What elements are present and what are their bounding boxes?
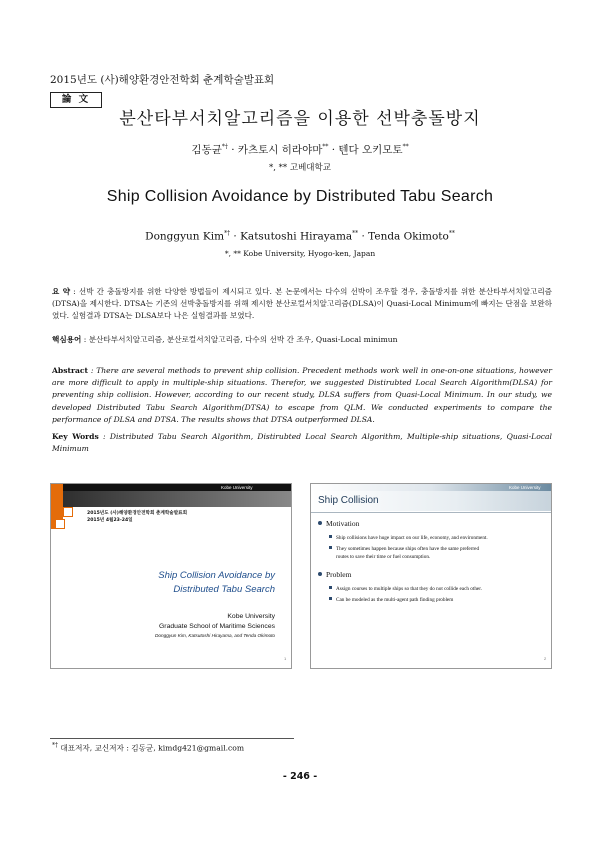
title-korean: 분산타부서치알고리즘을 이용한 선박충돌방지: [119, 109, 481, 129]
slide-title-heading: [81, 569, 275, 597]
bullet-problem-2: [329, 597, 453, 605]
author-3-mark-ko: **: [402, 143, 409, 151]
slide-ship-collision-title: Ship Collision: [318, 495, 379, 506]
author-3-mark-en: **: [448, 230, 455, 237]
square-bullet-icon: [329, 597, 332, 600]
bullet-motivation-1-text: Ship collisions have huge impact on our life, economy, and environment.: [336, 535, 488, 541]
slide-title-conference-line-2: 2015년 4월23-24일: [87, 518, 133, 523]
author-3-en: · Tenda Okimoto: [358, 230, 449, 243]
authors-korean: [0, 142, 600, 157]
author-1-mark-en: *†: [224, 230, 231, 237]
slide-title-bar-text: Kobe University: [221, 485, 253, 490]
bullet-motivation-2-text: They sometimes happen because ships often have the same preferred: [336, 546, 480, 552]
keywords-korean-text: : 분산타부서치알고리즘, 분산로컬서치알고리즘, 다수의 선박 간 조우, Quasi-Local minimun: [81, 335, 398, 344]
title-english: Ship Collision Avoidance by Distributed Tabu Search: [106, 188, 494, 205]
abstract-english-label: Abstract: [52, 366, 89, 375]
author-2-en: · Katsutoshi Hirayama: [230, 230, 353, 243]
page-number: - 246 -: [282, 771, 318, 782]
bullet-motivation-1: [329, 535, 488, 543]
author-1-en: Donggyun Kim: [145, 230, 225, 243]
slide-title-heading-line-1: Ship Collision Avoidance by: [158, 570, 275, 581]
footnote-mark: *†: [52, 742, 58, 749]
author-2-mark-ko: **: [322, 143, 329, 151]
slide-title-top-bar: [51, 484, 291, 491]
slide-title-square-1: [63, 507, 73, 517]
slide-ship-collision-bar-text: Kobe University: [509, 485, 541, 490]
slide-title-conference: [87, 510, 187, 524]
slide-ship-collision-rule: [311, 512, 551, 513]
affiliation-english: *, ** Kobe University, Hyogo-ken, Japan: [224, 249, 376, 258]
bullet-motivation: [318, 519, 359, 528]
square-bullet-icon: [329, 535, 332, 538]
section-tag: 論 文: [50, 92, 102, 108]
slide-title-heading-line-2: Distributed Tabu Search: [173, 584, 275, 595]
keywords-english-text: : Distributed Tabu Search Algorithm, Distirubted Local Search Algorithm, Multiple-ship situations, Quasi-Local Minimum: [52, 432, 552, 454]
bullet-problem-1: [329, 586, 482, 594]
slide-title-conference-line-1: 2015년도 (사)해양환경안전학회 춘계학술발표회: [87, 511, 188, 516]
bullet-motivation-2-cont: routes to save their time or fuel consumption.: [336, 554, 431, 560]
bullet-problem: [318, 570, 351, 579]
slide-ship-collision-page-number: 2: [544, 656, 547, 661]
author-1-ko: 김동균: [191, 144, 222, 156]
keywords-korean-label: 핵심용어: [52, 335, 82, 344]
bullet-motivation-text: Motivation: [326, 519, 360, 528]
abstract-korean-label: 요 약: [52, 287, 71, 296]
square-bullet-icon: [329, 546, 332, 549]
keywords-english: [52, 431, 552, 455]
abstract-korean: [52, 286, 552, 323]
affiliation-korean: *, ** 고베대학교: [269, 163, 331, 173]
keywords-english-label: Key Words: [52, 432, 99, 441]
conference-header: 2015년도 (사)해양환경안전학회 춘계학술발표회: [50, 74, 275, 86]
round-bullet-icon: [318, 572, 322, 576]
abstract-english: [52, 365, 552, 426]
slide-ship-collision: [310, 483, 552, 669]
slide-title-authors: Donggyun Kim, Katsutoshi Hirayama, and Tenda Okimoto: [155, 633, 275, 638]
author-2-mark-en: **: [352, 230, 359, 237]
slide-title-institution-line-1: Kobe University: [227, 613, 275, 620]
square-bullet-icon: [329, 586, 332, 589]
slide-title-institution-line-2: Graduate School of Maritime Sciences: [159, 623, 275, 630]
footnote-text: 대표저자, 교신저자 : 김동균, kimdg421@gmail.com: [58, 743, 245, 753]
bullet-motivation-2: [329, 546, 479, 554]
author-3-ko: · 텐다 오키모토: [328, 144, 403, 156]
bullet-problem-1-text: Assign courses to multiple ships so that they do not collide each other.: [336, 586, 482, 592]
bullet-problem-text: Problem: [326, 570, 352, 579]
abstract-english-text: : There are several methods to prevent ship collision. Precedent methods work well in one-on-one situations, however are more difficult to apply in multiple-ship situations. Therefor, we suggested Distirubted Local Search Algorithm(DLSA) for preventing ship collision. However, according to our recent study, DLSA suffers from Quasi-Local Minimum. In our study, we developed Distributed Tabu Search Algorithm(DTSA) to escape from QLM. We conducted experiments to compare the performance of DLSA and DTSA. The results shows that DTSA outperformed DLSA.: [52, 366, 552, 424]
author-2-ko: · 카츠토시 히라야마: [227, 144, 323, 156]
slide-title-page-number: 1: [284, 656, 287, 661]
keywords-korean: [52, 334, 552, 346]
authors-english: [0, 230, 600, 243]
round-bullet-icon: [318, 521, 322, 525]
bullet-problem-2-text: Can be modeled as the multi-agent path finding problem: [336, 597, 454, 603]
slide-title-institution: [81, 612, 275, 632]
footnote: [52, 742, 244, 754]
slide-title: [50, 483, 292, 669]
abstract-korean-text: : 선박 간 충돌방지를 위한 다양한 방법들이 제시되고 있다. 본 논문에서는 다수의 선박이 조우할 경우, 충돌방지를 위한 분산타부서치알고리즘(DTSA)을 제시한다. DTSA는 기존의 선박충돌방지를 위해 제시한 분산로컬서치알고리즘(DLSA)이 Quasi-Local Minimum에 빠지는 단점을 보완하였다. 실험결과 DTSA는 DLSA보다 나은 실험결과를 보였다.: [52, 287, 552, 321]
slide-title-header-band: [51, 491, 291, 507]
slide-title-square-2: [55, 519, 65, 529]
author-1-mark-ko: *†: [221, 143, 228, 151]
footnote-rule: [50, 738, 294, 739]
